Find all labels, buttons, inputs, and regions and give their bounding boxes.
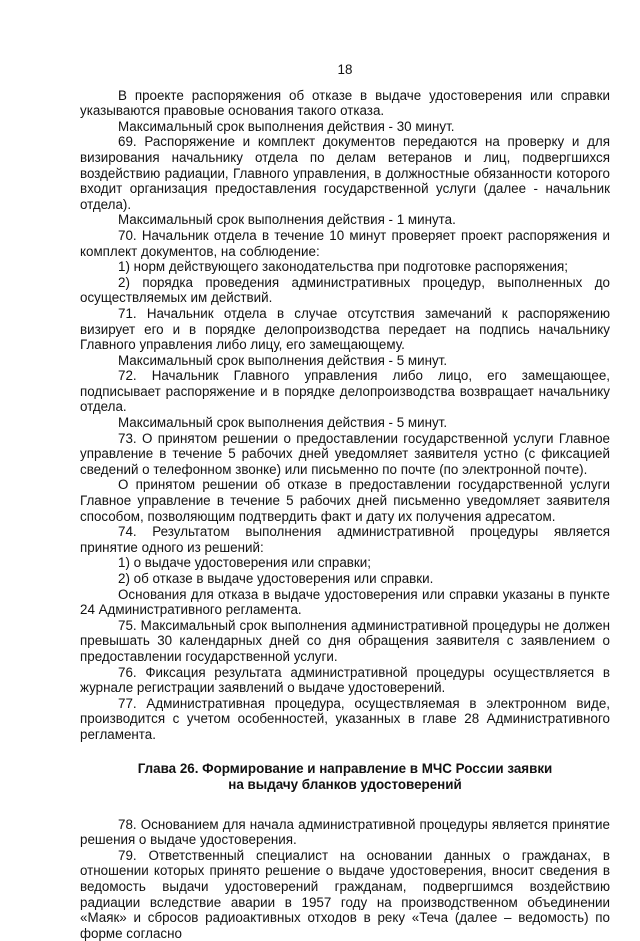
paragraph: 78. Основанием для начала административной процедуры является принятие решения о выдаче удостоверения. (80, 816, 610, 848)
paragraph: Основания для отказа в выдаче удостоверения или справки указаны в пункте 24 Административного регламента. (80, 586, 610, 618)
paragraph: 1) о выдаче удостоверения или справки; (118, 555, 371, 571)
paragraph: 73. О принятом решении о предоставлении государственной услуги Главное управление в течение 5 рабочих дней уведомляет заявителя устно (с фиксацией сведений о телефонном звонке) или письменно по почте (по электронной почте). (80, 430, 610, 477)
paragraph: 2) порядка проведения административных процедур, выполненных до осуществляемых им действий. (80, 274, 610, 306)
paragraph: 76. Фиксация результата административной процедуры осуществляется в журнале регистрации заявлений о выдаче удостоверений. (80, 664, 610, 696)
paragraph: 72. Начальник Главного управления либо лицо, его замещающее, подписывает распоряжение и в порядке делопроизводства возвращает начальнику отдела. (80, 368, 610, 415)
paragraph: О принятом решении об отказе в предоставлении государственной услуги Главное управление в течение 5 рабочих дней письменно уведомляет заявителя способом, позволяющим подтвердить факт и дату их получения адресатом. (80, 477, 610, 524)
paragraph: Максимальный срок выполнения действия - 1 минута. (118, 212, 456, 228)
paragraph: 79. Ответственный специалист на основании данных о гражданах, в отношении которых принято решение о выдаче удостоверения, вносит сведения в ведомость выдачи удостоверений гражданам, подвергшимся воздействию радиации вследствие аварии в 1957 году на производственном объединении «Маяк» и сбросов радиоактивных отходов в реку «Теча (далее – ведомость) по форме согласно (80, 847, 610, 941)
paragraph: Максимальный срок выполнения действия - 5 минут. (118, 352, 448, 368)
paragraph: 77. Административная процедура, осуществляемая в электронном виде, производится с учетом особенностей, указанных в главе 28 Административного регламента. (80, 695, 610, 742)
section-before-heading (80, 88, 610, 743)
paragraph: 2) об отказе в выдаче удостоверения или справки. (118, 571, 434, 586)
paragraph: 69. Распоряжение и комплект документов передаются на проверку и для визирования начальнику отдела по делам ветеранов и лиц, подвергшихся воздействию радиации, Главного управления, в должностные обязанности которого входит организация предоставления государственной услуги (далее - начальник отдела). (80, 134, 610, 212)
paragraph: Максимальный срок выполнения действия - 5 минут. (118, 415, 448, 431)
page-number: 18 (337, 62, 353, 77)
chapter-heading (80, 761, 610, 793)
chapter-heading-line: на выдачу бланков удостоверений (228, 776, 462, 792)
paragraph: 74. Результатом выполнения административной процедуры является принятие одного из решений: (80, 524, 610, 555)
section-after-heading (80, 817, 610, 941)
paragraph: 1) норм действующего законодательства при подготовке распоряжения; (118, 259, 568, 275)
chapter-heading-line: Глава 26. Формирование и направление в МЧС России заявки (137, 760, 553, 776)
paragraph: 70. Начальник отдела в течение 10 минут проверяет проект распоряжения и комплект документов, на соблюдение: (80, 227, 610, 259)
paragraph: 75. Максимальный срок выполнения административной процедуры не должен превышать 30 календарных дней со дня обращения заявителя с заявлением о предоставлении государственной услуги. (80, 617, 610, 664)
paragraph: 71. Начальник отдела в случае отсутствия замечаний к распоряжению визирует его и в порядке делопроизводства передает на подпись начальнику Главного управления либо лицу, его замещающему. (80, 305, 610, 353)
paragraph: Максимальный срок выполнения действия - 30 минут. (118, 118, 455, 134)
paragraph: В проекте распоряжения об отказе в выдаче удостоверения или справки указываются правовые основания такого отказа. (80, 87, 610, 119)
